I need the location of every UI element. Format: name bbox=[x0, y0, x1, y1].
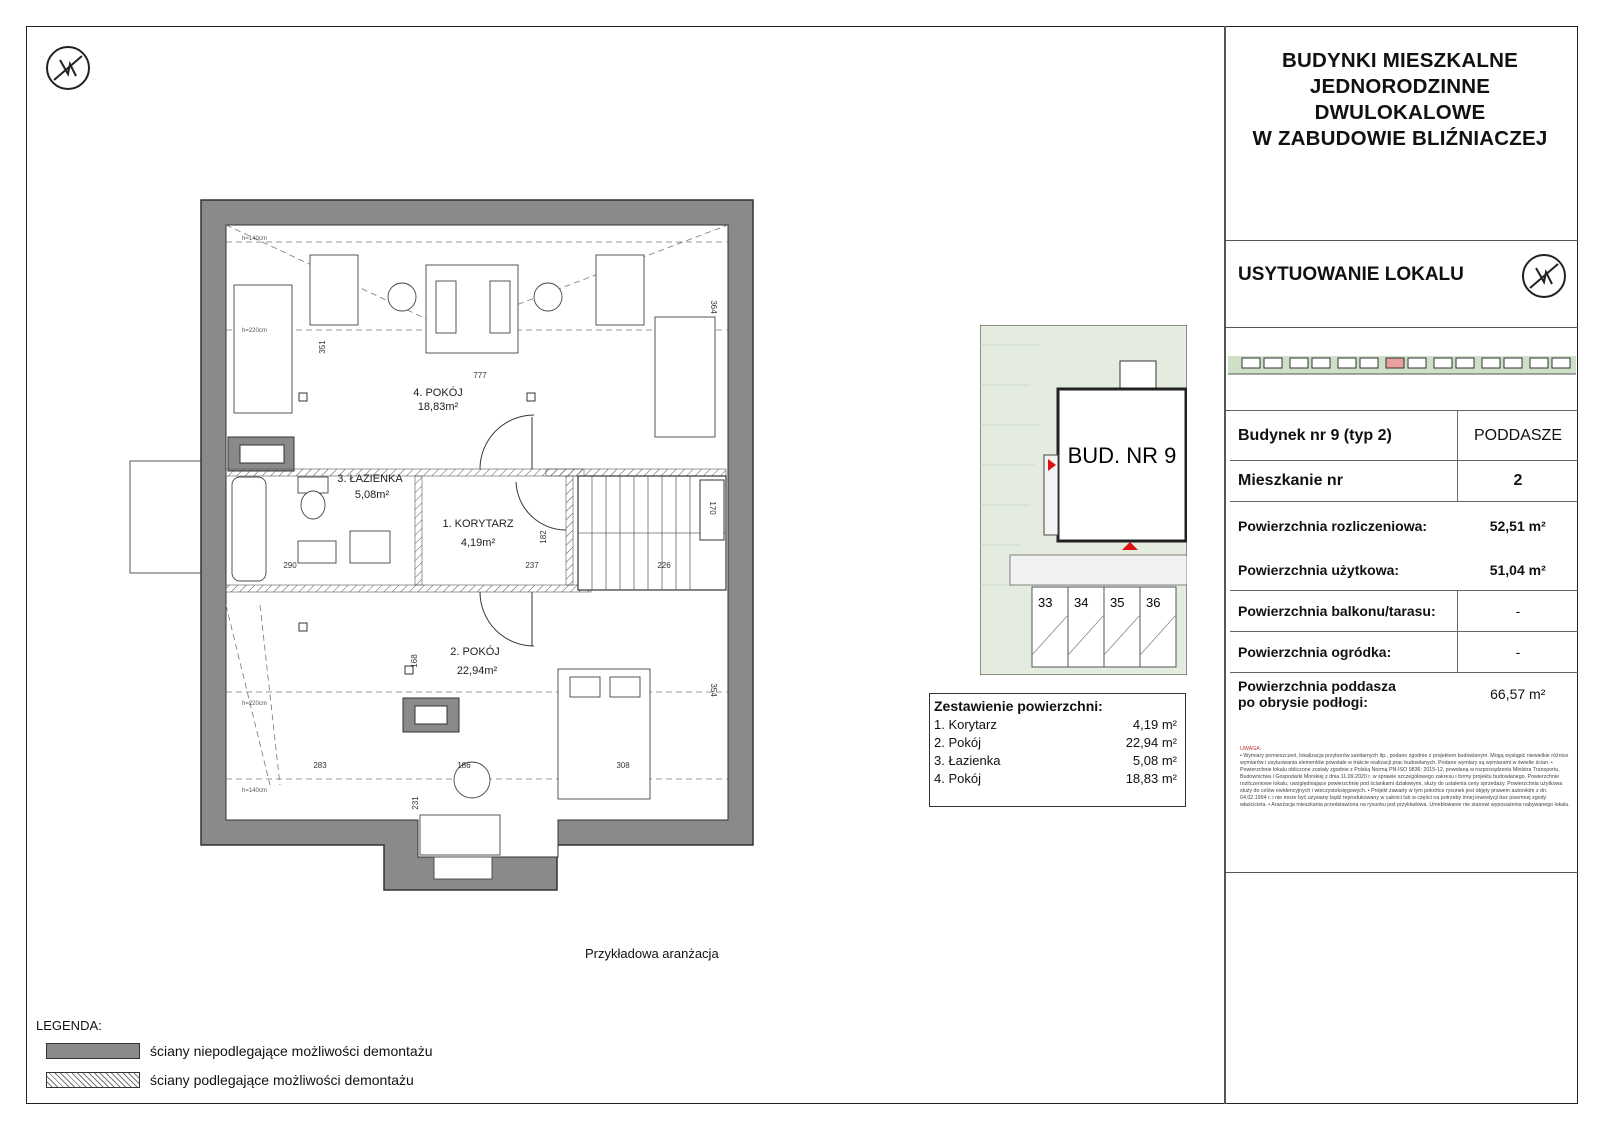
panel-divider bbox=[1224, 872, 1578, 873]
summary-heading: Zestawienie powierzchni: bbox=[934, 698, 1103, 714]
dimension-label: 170 bbox=[708, 501, 717, 515]
site-plan bbox=[980, 325, 1187, 675]
area-summary bbox=[929, 693, 1186, 807]
table-row bbox=[1230, 502, 1578, 550]
building-number-label: BUD. NR 9 bbox=[1067, 443, 1177, 468]
dimension-label: 351 bbox=[318, 340, 327, 354]
panel-divider bbox=[1224, 327, 1578, 328]
floor-plan bbox=[120, 185, 770, 915]
legend-item bbox=[46, 1043, 433, 1059]
dimension-label: 290 bbox=[283, 561, 297, 570]
table-row bbox=[1230, 672, 1578, 716]
room-name: 2. Pokój bbox=[934, 735, 981, 750]
height-label: h=140cm bbox=[242, 788, 267, 794]
floor-value: PODDASZE bbox=[1458, 411, 1579, 461]
dimension-label: 354 bbox=[709, 683, 718, 697]
room-name: 4. Pokój bbox=[934, 771, 981, 786]
room-area: 22,94 m² bbox=[1125, 735, 1177, 750]
table-row bbox=[1230, 461, 1578, 502]
notes-block bbox=[1240, 746, 1570, 809]
room-name: 1. KORYTARZ bbox=[442, 518, 514, 530]
notes-heading: UWAGA: bbox=[1240, 746, 1262, 752]
list-item bbox=[930, 716, 1185, 734]
list-item bbox=[930, 734, 1185, 752]
project-title bbox=[1230, 48, 1570, 152]
parking-number: 34 bbox=[1074, 595, 1089, 610]
height-label: h=220cm bbox=[242, 701, 267, 707]
legend-label: ściany niepodlegające możliwości demontażu bbox=[150, 1043, 433, 1059]
room-name: 4. POKÓJ bbox=[413, 387, 463, 399]
garden-area-label: Powierzchnia ogródka: bbox=[1230, 631, 1458, 672]
title-line: BUDYNKI MIESZKALNE bbox=[1282, 49, 1518, 72]
dimension-label: 168 bbox=[410, 654, 419, 668]
title-line: W ZABUDOWIE BLIŹNIACZEJ bbox=[1252, 127, 1548, 150]
usable-area-label: Powierzchnia użytkowa: bbox=[1238, 561, 1400, 578]
dimension-label: 231 bbox=[411, 796, 420, 810]
attic-area-value: 66,57 m² bbox=[1458, 672, 1579, 716]
room-name: 1. Korytarz bbox=[934, 717, 997, 732]
dimension-label: 182 bbox=[539, 530, 548, 544]
room-area: 18,83 m² bbox=[1125, 771, 1177, 786]
room-area: 18,83m² bbox=[417, 401, 459, 413]
dimension-label: 237 bbox=[525, 561, 539, 570]
title-line: JEDNORODZINNE bbox=[1309, 75, 1491, 98]
room-name: 2. POKÓJ bbox=[450, 646, 500, 658]
title-line: DWULOKALOWE bbox=[1314, 101, 1486, 124]
height-label: h=220cm bbox=[242, 328, 267, 334]
room-area: 4,19 m² bbox=[1132, 717, 1177, 732]
dimension-label: 364 bbox=[709, 300, 718, 314]
notes-text: • Wymiary pomieszczeń, lokalizacja przyborów sanitarnych itp., podano zgodnie z projektem budowlanym. Mogą wystąpić niewielkie różnice wymiarów i usytuowania elementów powstałe w trakcie realizacji prac budowlanych. Podane wymiary są wymiarami w świetle ścian. • Powierzchnie lokalu obliczone zostały zgodnie z Polską Normą PN-ISO 9836: 2015-12, powołaną w rozporządzeniu Ministra Transportu, Budownictwa i Gospodarki Morskiej z dnia 11.09.2020 r. w sprawie szczegółowego zakresu i formy projektu budowlanego. Powierzchnie rozliczeniowe lokalu, uwzględniające powierzchnię pod ściankami działowymi, służy do ustalenia ceny sprzedaży. Powierzchnia użytkowa służy do celów ewidencyjnych i wieczystoksięgowych. • Projekt zawarty w tym pokrótce rysunek jest objęty prawem autorskim z dn. 04.02.1994 r. i nie może być używany bądź reprodukowany w całości lub w części na potrzeby innej inwestycji bez pisemnej zgody właściciela. • Aranżacja mieszkania przedstawiona na rysunku jest przykładowa. Umeblowanie nie stanowi wyposażenia nabywanego lokalu. bbox=[1240, 753, 1570, 808]
location-heading: USYTUOWANIE LOKALU bbox=[1238, 264, 1464, 285]
room-area: 22,94m² bbox=[456, 665, 498, 677]
attic-label-line: po obrysie podłogi: bbox=[1238, 694, 1368, 711]
dimension-label: 283 bbox=[313, 761, 327, 770]
legend-item bbox=[46, 1072, 414, 1088]
attic-label-line: Powierzchnia poddasza bbox=[1238, 678, 1396, 695]
list-item bbox=[930, 770, 1185, 788]
table-row bbox=[1230, 550, 1578, 591]
apartment-number: 2 bbox=[1458, 461, 1579, 502]
room-name: 3. Łazienka bbox=[934, 753, 1001, 768]
dimension-label: 308 bbox=[616, 761, 630, 770]
parking-number: 33 bbox=[1038, 595, 1053, 610]
table-row bbox=[1230, 631, 1578, 672]
panel-divider bbox=[1224, 26, 1226, 1104]
dimension-label: 186 bbox=[457, 761, 471, 770]
room-name: 3. ŁAZIENKA bbox=[337, 473, 403, 485]
usable-area-value: 51,04 m² bbox=[1489, 561, 1546, 578]
table-row bbox=[1230, 590, 1578, 631]
balcony-area-label: Powierzchnia balkonu/tarasu: bbox=[1230, 590, 1458, 631]
garden-area-value: - bbox=[1458, 631, 1579, 672]
legend-swatch-hatch bbox=[46, 1072, 140, 1088]
room-area: 5,08 m² bbox=[1132, 753, 1177, 768]
attic-area-label bbox=[1230, 672, 1458, 716]
room-area: 4,19m² bbox=[460, 537, 496, 549]
building-label: Budynek nr 9 (typ 2) bbox=[1230, 411, 1458, 461]
apartment-label: Mieszkanie nr bbox=[1230, 461, 1458, 502]
room-area: 5,08m² bbox=[354, 489, 390, 501]
unit-info-table bbox=[1230, 410, 1578, 716]
parking-number: 35 bbox=[1110, 595, 1125, 610]
site-strip-map bbox=[1228, 350, 1576, 386]
settlement-area-label: Powierzchnia rozliczeniowa: bbox=[1230, 502, 1458, 550]
north-arrow-icon bbox=[44, 44, 92, 92]
arrangement-caption: Przykładowa aranżacja bbox=[585, 946, 719, 961]
table-row bbox=[1230, 411, 1578, 461]
legend-label: ściany podlegające możliwości demontażu bbox=[150, 1072, 414, 1088]
panel-divider bbox=[1224, 240, 1578, 241]
legend-swatch-solid bbox=[46, 1043, 140, 1059]
dimension-label: 777 bbox=[473, 371, 487, 380]
list-item bbox=[930, 752, 1185, 770]
legend-title: LEGENDA: bbox=[36, 1018, 102, 1033]
balcony-area-value: - bbox=[1458, 590, 1579, 631]
height-label: h=140cm bbox=[242, 236, 267, 242]
dimension-label: 226 bbox=[657, 561, 671, 570]
north-arrow-icon bbox=[1520, 252, 1568, 300]
parking-number: 36 bbox=[1146, 595, 1161, 610]
settlement-area-value: 52,51 m² bbox=[1458, 502, 1579, 550]
